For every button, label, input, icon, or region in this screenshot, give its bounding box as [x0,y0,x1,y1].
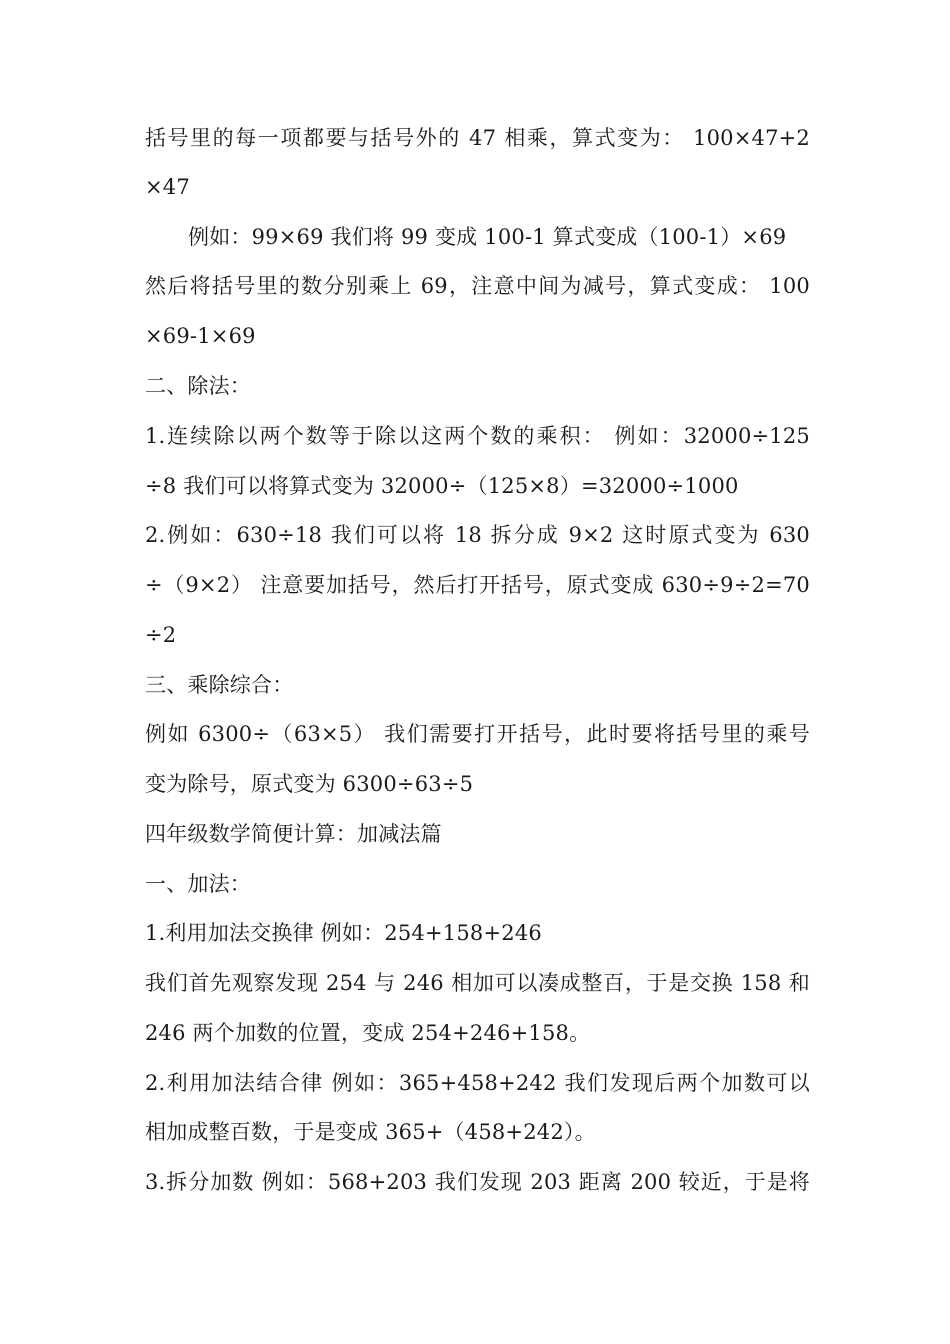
section-heading: 三、乘除综合： [145,673,294,697]
text-line: 我们首先观察发现 254 与 246 相加可以凑成整百，于是交换 158 和 [145,971,810,995]
text-line: 246 两个加数的位置，变成 254+246+158。 [145,1021,591,1045]
text-line: 例如：99×69 我们将 99 变成 100-1 算式变成（100-1）×69 [188,225,787,249]
text-line: ÷8 我们可以将算式变为 32000÷（125×8）=32000÷1000 [145,474,739,498]
text-line: 变为除号，原式变为 6300÷63÷5 [145,772,474,796]
section-heading: 四年级数学简便计算：加减法篇 [145,822,442,846]
section-heading: 一、加法： [145,872,251,896]
section-heading: 二、除法： [145,374,251,398]
text-line: 1.利用加法交换律 例如：254+158+246 [145,921,542,945]
text-line: 然后将括号里的数分别乘上 69，注意中间为减号，算式变成： 100 [145,274,810,298]
text-line: ×69-1×69 [145,324,256,348]
text-line: 括号里的每一项都要与括号外的 47 相乘，算式变为： 100×47+2 [145,126,810,150]
text-line: 例如 6300÷（63×5） 我们需要打开括号，此时要将括号里的乘号 [145,722,810,746]
text-line: ÷（9×2） 注意要加括号，然后打开括号，原式变成 630÷9÷2=70 [145,573,810,597]
text-line: 2.利用加法结合律 例如：365+458+242 我们发现后两个加数可以 [145,1071,810,1095]
text-line: 相加成整百数，于是变成 365+（458+242）。 [145,1120,596,1144]
text-line: ÷2 [145,623,177,647]
text-line: 2.例如：630÷18 我们可以将 18 拆分成 9×2 这时原式变为 630 [145,523,810,547]
text-line: 1.连续除以两个数等于除以这两个数的乘积： 例如：32000÷125 [145,424,810,448]
text-line: 3.拆分加数 例如：568+203 我们发现 203 距离 200 较近，于是将 [145,1170,810,1194]
text-line: ×47 [145,175,190,199]
